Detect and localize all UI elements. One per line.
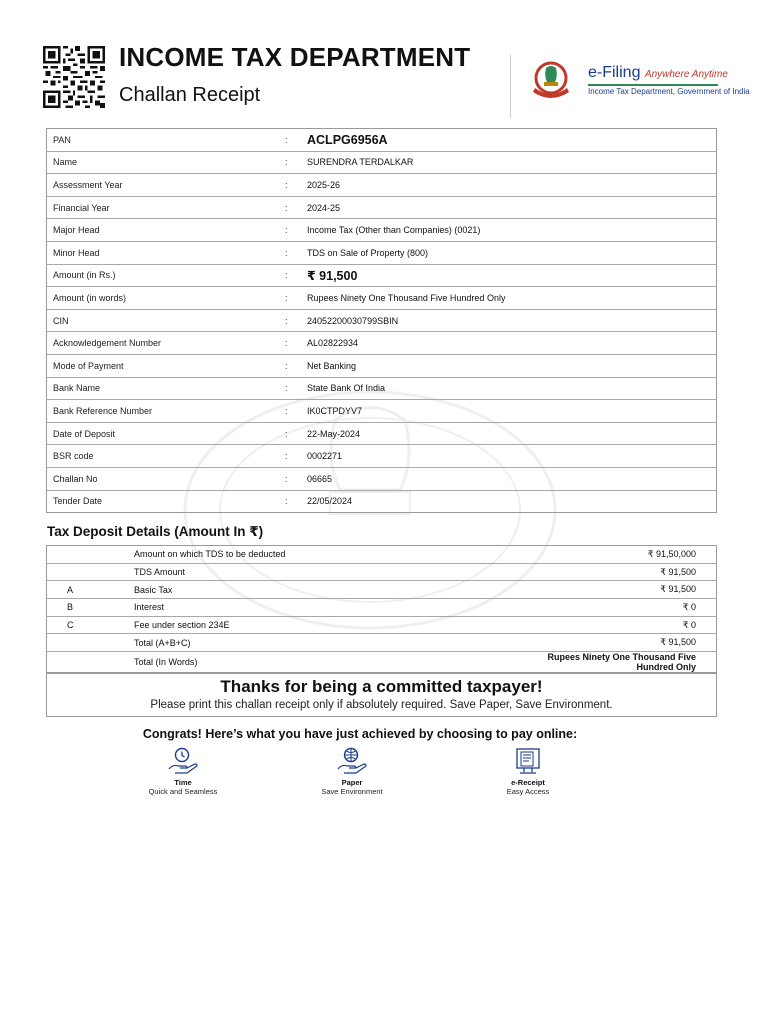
deposit-amount: ₹ 91,50,000 [534,546,717,564]
challan-details-table [46,128,717,513]
deposit-row [47,546,717,564]
detail-label: Bank Name [47,377,286,400]
detail-label: Date of Deposit [47,422,286,445]
deposit-code [47,652,128,673]
detail-value: Income Tax (Other than Companies) (0021) [307,219,717,242]
detail-value: IK0CTPDYV7 [307,400,717,423]
detail-row [47,490,717,513]
detail-row [47,241,717,264]
thanks-heading: Thanks for being a committed taxpayer! [220,677,543,696]
detail-label: Amount (in words) [47,287,286,310]
detail-value: 24052200030799SBIN [307,309,717,332]
globe-hand-icon [335,747,369,777]
tax-deposit-table [46,545,717,673]
deposit-code [47,546,128,564]
detail-value: Rupees Ninety One Thousand Five Hundred Only [307,287,717,310]
detail-row [47,445,717,468]
detail-label: Tender Date [53,496,103,507]
detail-value: 0002271 [307,445,717,468]
detail-value: 2025-26 [307,174,717,197]
deposit-amount: ₹ 91,500 [534,634,717,652]
deposit-row [47,581,717,599]
detail-value: State Bank Of India [307,377,717,400]
benefit-paper-subtitle: Save Environment [321,787,383,796]
detail-separator: : [285,241,307,264]
detail-row [47,467,717,490]
detail-separator: : [285,354,307,377]
detail-separator: : [285,219,307,242]
header-divider [510,54,511,118]
detail-row [47,422,717,445]
detail-value: SURENDRA TERDALKAR [307,151,717,174]
deposit-code [47,563,128,581]
detail-separator: : [285,174,307,197]
deposit-description: Total (A+B+C) [127,634,534,652]
detail-row [47,129,717,152]
benefit-ereceipt-subtitle: Easy Access [506,787,550,796]
deposit-row [47,634,717,652]
detail-label: Name [47,151,286,174]
qr-code-icon [42,46,106,108]
deposit-code [47,634,128,652]
deposit-description: Amount on which TDS to be deducted [127,546,534,564]
deposit-row [47,652,717,673]
deposit-amount: Rupees Ninety One Thousand Five Hundred Only [547,652,696,673]
page-subtitle: Challan Receipt [119,84,261,106]
detail-separator: : [285,400,307,423]
detail-row [47,309,717,332]
detail-row [47,332,717,355]
benefit-ereceipt-title: e-Receipt [511,778,545,787]
benefit-paper [297,747,407,796]
deposit-description: Fee under section 234E [127,616,534,634]
efiling-brand-name: e-Filing [588,64,641,81]
congrats-heading: Congrats! Here’s what you have just achieved by choosing to pay online: [142,727,578,741]
detail-row [47,151,717,174]
detail-row [47,377,717,400]
receipt-header [0,0,768,124]
deposit-section-title: Tax Deposit Details (Amount In ₹) [47,524,264,539]
detail-value: Net Banking [307,354,717,377]
efiling-tagline: Anywhere Anytime [644,69,728,80]
deposit-amount: ₹ 0 [534,599,717,617]
detail-label: Major Head [47,219,286,242]
benefit-time-subtitle: Quick and Seamless [148,787,218,796]
detail-row [47,196,717,219]
detail-label: CIN [47,309,286,332]
receipt-monitor-icon [511,747,545,777]
detail-value: 06665 [307,467,717,490]
benefit-time [128,747,238,796]
detail-value: ACLPG6956A [307,129,717,152]
detail-separator: : [285,151,307,174]
benefit-ereceipt [473,747,583,796]
efiling-brand [588,64,728,82]
detail-separator: : [285,467,307,490]
detail-value: AL02822934 [307,332,717,355]
deposit-description: Basic Tax [127,581,534,599]
detail-row [47,174,717,197]
detail-separator: : [285,129,307,152]
deposit-description: Interest [127,599,534,617]
efiling-underline [588,84,718,86]
deposit-row [47,616,717,634]
efiling-department: Income Tax Department, Government of India [588,87,750,96]
detail-separator: : [285,332,307,355]
detail-row [47,264,717,287]
efiling-emblem-icon [531,58,583,100]
detail-label: Minor Head [47,241,286,264]
detail-row [47,287,717,310]
detail-separator: : [285,309,307,332]
detail-value: 22-May-2024 [307,422,717,445]
deposit-amount: ₹ 91,500 [534,563,717,581]
benefit-paper-title: Paper [341,778,363,787]
detail-separator: : [285,422,307,445]
deposit-amount: ₹ 0 [534,616,717,634]
detail-separator: : [285,377,307,400]
thanks-note: Please print this challan receipt only if absolutely required. Save Paper, Save Environment. [150,699,613,711]
deposit-row [47,599,717,617]
detail-label: Challan No [47,467,286,490]
benefit-time-title: Time [174,778,192,787]
page-title: INCOME TAX DEPARTMENT [119,42,471,72]
detail-label: Financial Year [47,196,286,219]
detail-value: 2024-25 [307,196,717,219]
deposit-code: C [47,616,128,634]
deposit-description: TDS Amount [127,563,534,581]
deposit-row [47,563,717,581]
detail-row [47,400,717,423]
detail-label: PAN [47,129,286,152]
detail-separator: : [285,445,307,468]
detail-separator: : [285,196,307,219]
detail-row [47,219,717,242]
detail-value: TDS on Sale of Property (800) [307,241,717,264]
clock-hand-icon [166,747,200,777]
detail-label: Mode of Payment [47,354,286,377]
deposit-description: Total (In Words) [134,657,198,668]
detail-label: Amount (in Rs.) [47,264,286,287]
detail-row [47,354,717,377]
detail-label: Acknowledgement Number [47,332,286,355]
detail-label: BSR code [47,445,286,468]
detail-separator: : [285,287,307,310]
detail-separator: : [285,264,307,287]
deposit-code: B [47,599,128,617]
detail-value: 22/05/2024 [307,496,353,507]
deposit-amount: ₹ 91,500 [534,581,717,599]
deposit-code: A [47,581,128,599]
detail-value: ₹ 91,500 [307,264,717,287]
detail-label: Bank Reference Number [47,400,286,423]
detail-separator: : [285,496,288,507]
detail-label: Assessment Year [47,174,286,197]
thanks-box [46,673,717,717]
